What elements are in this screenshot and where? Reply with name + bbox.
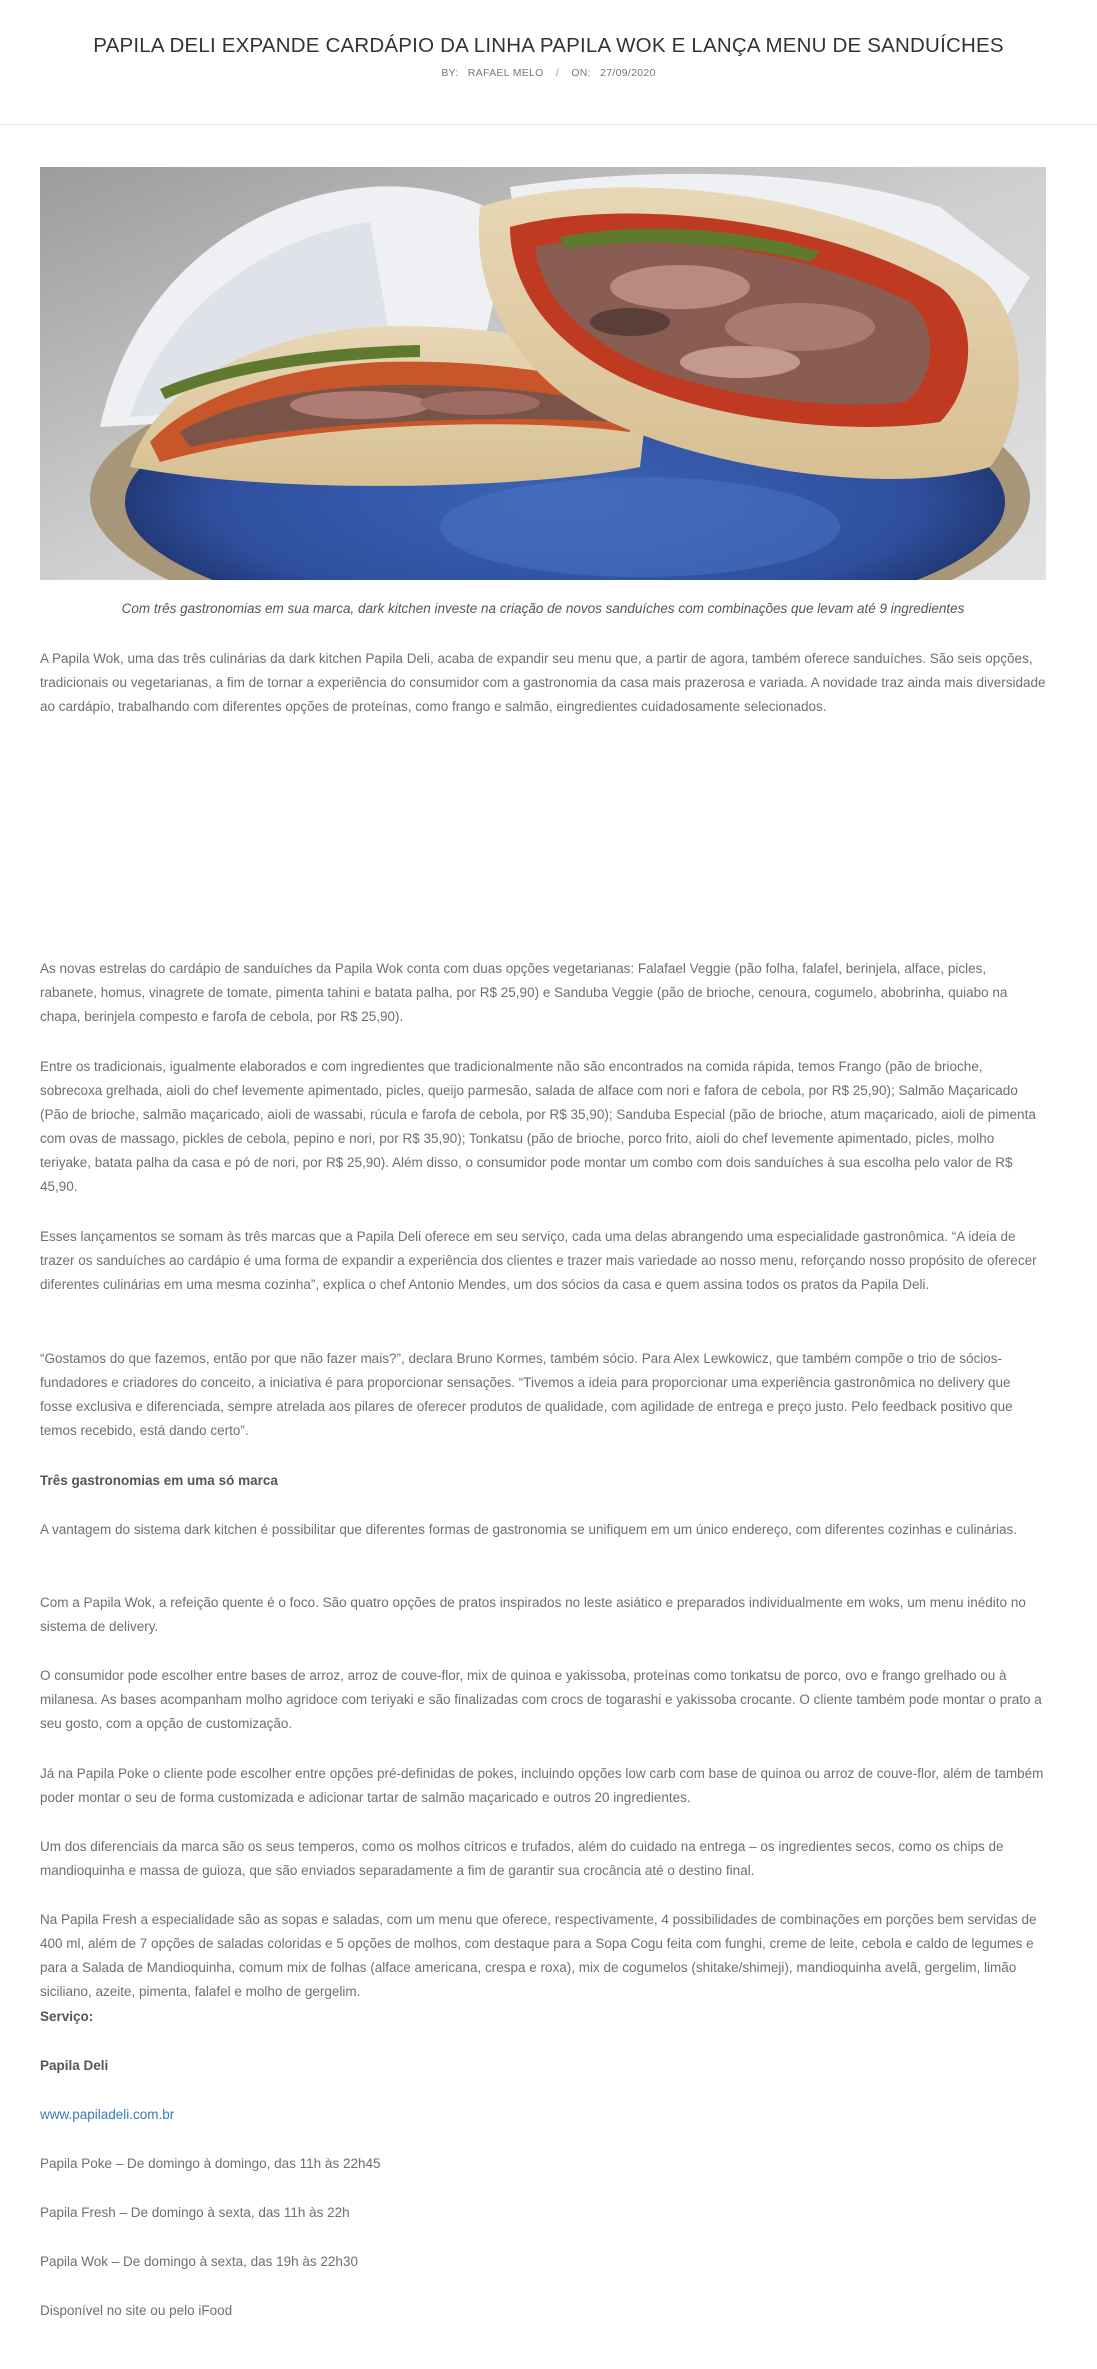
- brand-name: Papila Deli: [40, 2058, 109, 2073]
- publish-date: 27/09/2020: [600, 67, 656, 79]
- body-paragraph-8: O consumidor pode escolher entre bases de arroz, arroz de couve-flor, mix de quinoa e yakissoba, proteínas como tonkatsu de porco, ovo e frango grelhado ou à milanesa. As bases acompanham molho agridoce com teriyaki e são finalizadas com crocs de togarashi e yakissoba crocante. O cliente também pode montar o prato a seu gosto, com a opção de customização.: [40, 1668, 1042, 1731]
- wok-hours: Papila Wok – De domingo à sexta, das 19h às 22h30: [40, 2254, 358, 2269]
- fresh-hours: Papila Fresh – De domingo à sexta, das 11h às 22h: [40, 2205, 350, 2220]
- on-label: ON:: [571, 67, 591, 79]
- body-paragraph-11: Na Papila Fresh a especialidade são as sopas e saladas, com um menu que oferece, respectivamente, 4 possibilidades de combinações em porções bem servidas de 400 ml, além de 7 opções de saladas coloridas e 5 opções de molhos, com destaque para a Sopa Cogu feita com funghi, creme de leite, cebola e caldo de legumes e para a Salada de Mandioquinha, comum mix de folhas (alface americana, crespa e roxa), mix de cogumelos (shitake/shimeji), mandioquinha avelã, gergelim, limão siciliano, azeite, pimenta, falafel e molho de gergelim.: [40, 1912, 1037, 1999]
- body-paragraph-5: “Gostamos do que fazemos, então por que não fazer mais?”, declara Bruno Kormes, também sócio. Para Alex Lewkowicz, que também compõe o trio de sócios-fundadores e criadores do conceito, a iniciativa é para proporcionar sensações. “Tivemos a ideia para proporcionar uma experiência gastronômica no delivery que fosse exclusiva e diferenciada, sempre atrelada aos pilares de oferecer produtos de qualidade, com agilidade de entrega e preço justo. Pelo feedback positivo que temos recebido, está dando certo”.: [40, 1351, 1013, 1438]
- by-label: BY:: [441, 67, 459, 79]
- hero-image: [40, 167, 1046, 580]
- body-paragraph-10: Um dos diferenciais da marca são os seus temperos, como os molhos cítricos e trufados, além do cuidado na entrega – os ingredientes secos, como os chips de mandioquinha e massa de guioza, que são enviados separadamente a fim de garantir sua crocância até o destino final.: [40, 1839, 1004, 1878]
- body-paragraph-9: Já na Papila Poke o cliente pode escolher entre opções pré-definidas de pokes, incluindo opções low carb com base de quinoa ou arroz de couve-flor, além de também poder montar o seu de forma customizada e adicionar tartar de salmão maçaricado e outros 20 ingredientes.: [40, 1766, 1044, 1805]
- service-heading: Serviço:: [40, 2009, 94, 2024]
- meta-separator: /: [555, 67, 560, 79]
- website-link[interactable]: www.papiladeli.com.br: [40, 2107, 175, 2122]
- body-paragraph-2: As novas estrelas do cardápio de sanduíches da Papila Wok conta com duas opções vegetarianas: Falafael Veggie (pão folha, falafel, berinjela, alface, picles, rabanete, homus, vinagrete de tomate, pimenta tahini e batata palha, por R$ 25,90) e Sanduba Veggie (pão de brioche, cenoura, cogumelo, abobrinha, quiabo na chapa, berinjela compesto e farofa de cebola, por R$ 25,90).: [40, 961, 1008, 1024]
- author-link[interactable]: RAFAEL MELO: [467, 67, 544, 79]
- body-paragraph-4: Esses lançamentos se somam às três marcas que a Papila Deli oferece em seu serviço, cada uma delas abrangendo uma especialidade gastronômica. “A ideia de trazer os sanduíches ao cardápio é uma forma de expandir a experiência dos clientes e trazer mais variedade ao nosso menu, reforçando nosso propósito de oferecer diferentes culinárias em uma mesma cozinha”, explica o chef Antonio Mendes, um dos sócios da casa e quem assina todos os pratos da Papila Deli.: [40, 1229, 1037, 1292]
- body-paragraph-6: A vantagem do sistema dark kitchen é possibilitar que diferentes formas de gastronomia se unifiquem em um único endereço, com diferentes cozinhas e culinárias.: [40, 1522, 1018, 1537]
- body-paragraph-7: Com a Papila Wok, a refeição quente é o foco. São quatro opções de pratos inspirados no leste asiático e preparados individualmente em woks, um menu inédito no sistema de delivery.: [40, 1595, 1026, 1634]
- article-header: [0, 0, 1097, 125]
- availability-note: Disponível no site ou pelo iFood: [40, 2303, 233, 2318]
- body-paragraph-3: Entre os tradicionais, igualmente elaborados e com ingredientes que tradicionalmente não são encontrados na comida rápida, temos Frango (pão de brioche, sobrecoxa grelhada, aioli do chef levemente apimentado, picles, queijo parmesão, salada de alface com nori e fafora de cebola, por R$ 25,90); Salmão Maçaricado (Pão de brioche, salmão maçaricado, aioli de wassabi, rúcula e farofa de cebola, por R$ 35,90); Sanduba Especial (pão de brioche, atum maçaricado, aioli de pimenta com ovas de massago, pickles de cebola, pepino e nori, por R$ 35,90); Tonkatsu (pão de brioche, porco frito, aioli do chef levemente apimentado, picles, molho teriyake, batata palha da casa e pó de nori, por R$ 25,90). Além disso, o consumidor pode montar um combo com dois sanduíches à sua escolha pelo valor de R$ 45,90.: [40, 1059, 1036, 1194]
- hero-caption: Com três gastronomias em sua marca, dark kitchen investe na criação de novos sanduíches com combinações que levam até 9 ingredientes: [121, 601, 965, 616]
- poke-hours: Papila Poke – De domingo à domingo, das 11h às 22h45: [40, 2156, 381, 2171]
- article-title: PAPILA DELI EXPANDE CARDÁPIO DA LINHA PAPILA WOK E LANÇA MENU DE SANDUÍCHES: [93, 34, 1004, 57]
- body-paragraph-1: A Papila Wok, uma das três culinárias da dark kitchen Papila Deli, acaba de expandir seu menu que, a partir de agora, também oferece sanduíches. São seis opções, tradicionais ou vegetarianas, a fim de tornar a experiência do consumidor com a gastronomia da casa mais prazerosa e variada. A novidade traz ainda mais diversidade ao cardápio, trabalhando com diferentes opções de proteínas, como frango e salmão, eingredientes cuidadosamente selecionados.: [40, 651, 1046, 714]
- section-heading: Três gastronomias em uma só marca: [40, 1473, 278, 1488]
- article-meta: [0, 67, 1097, 79]
